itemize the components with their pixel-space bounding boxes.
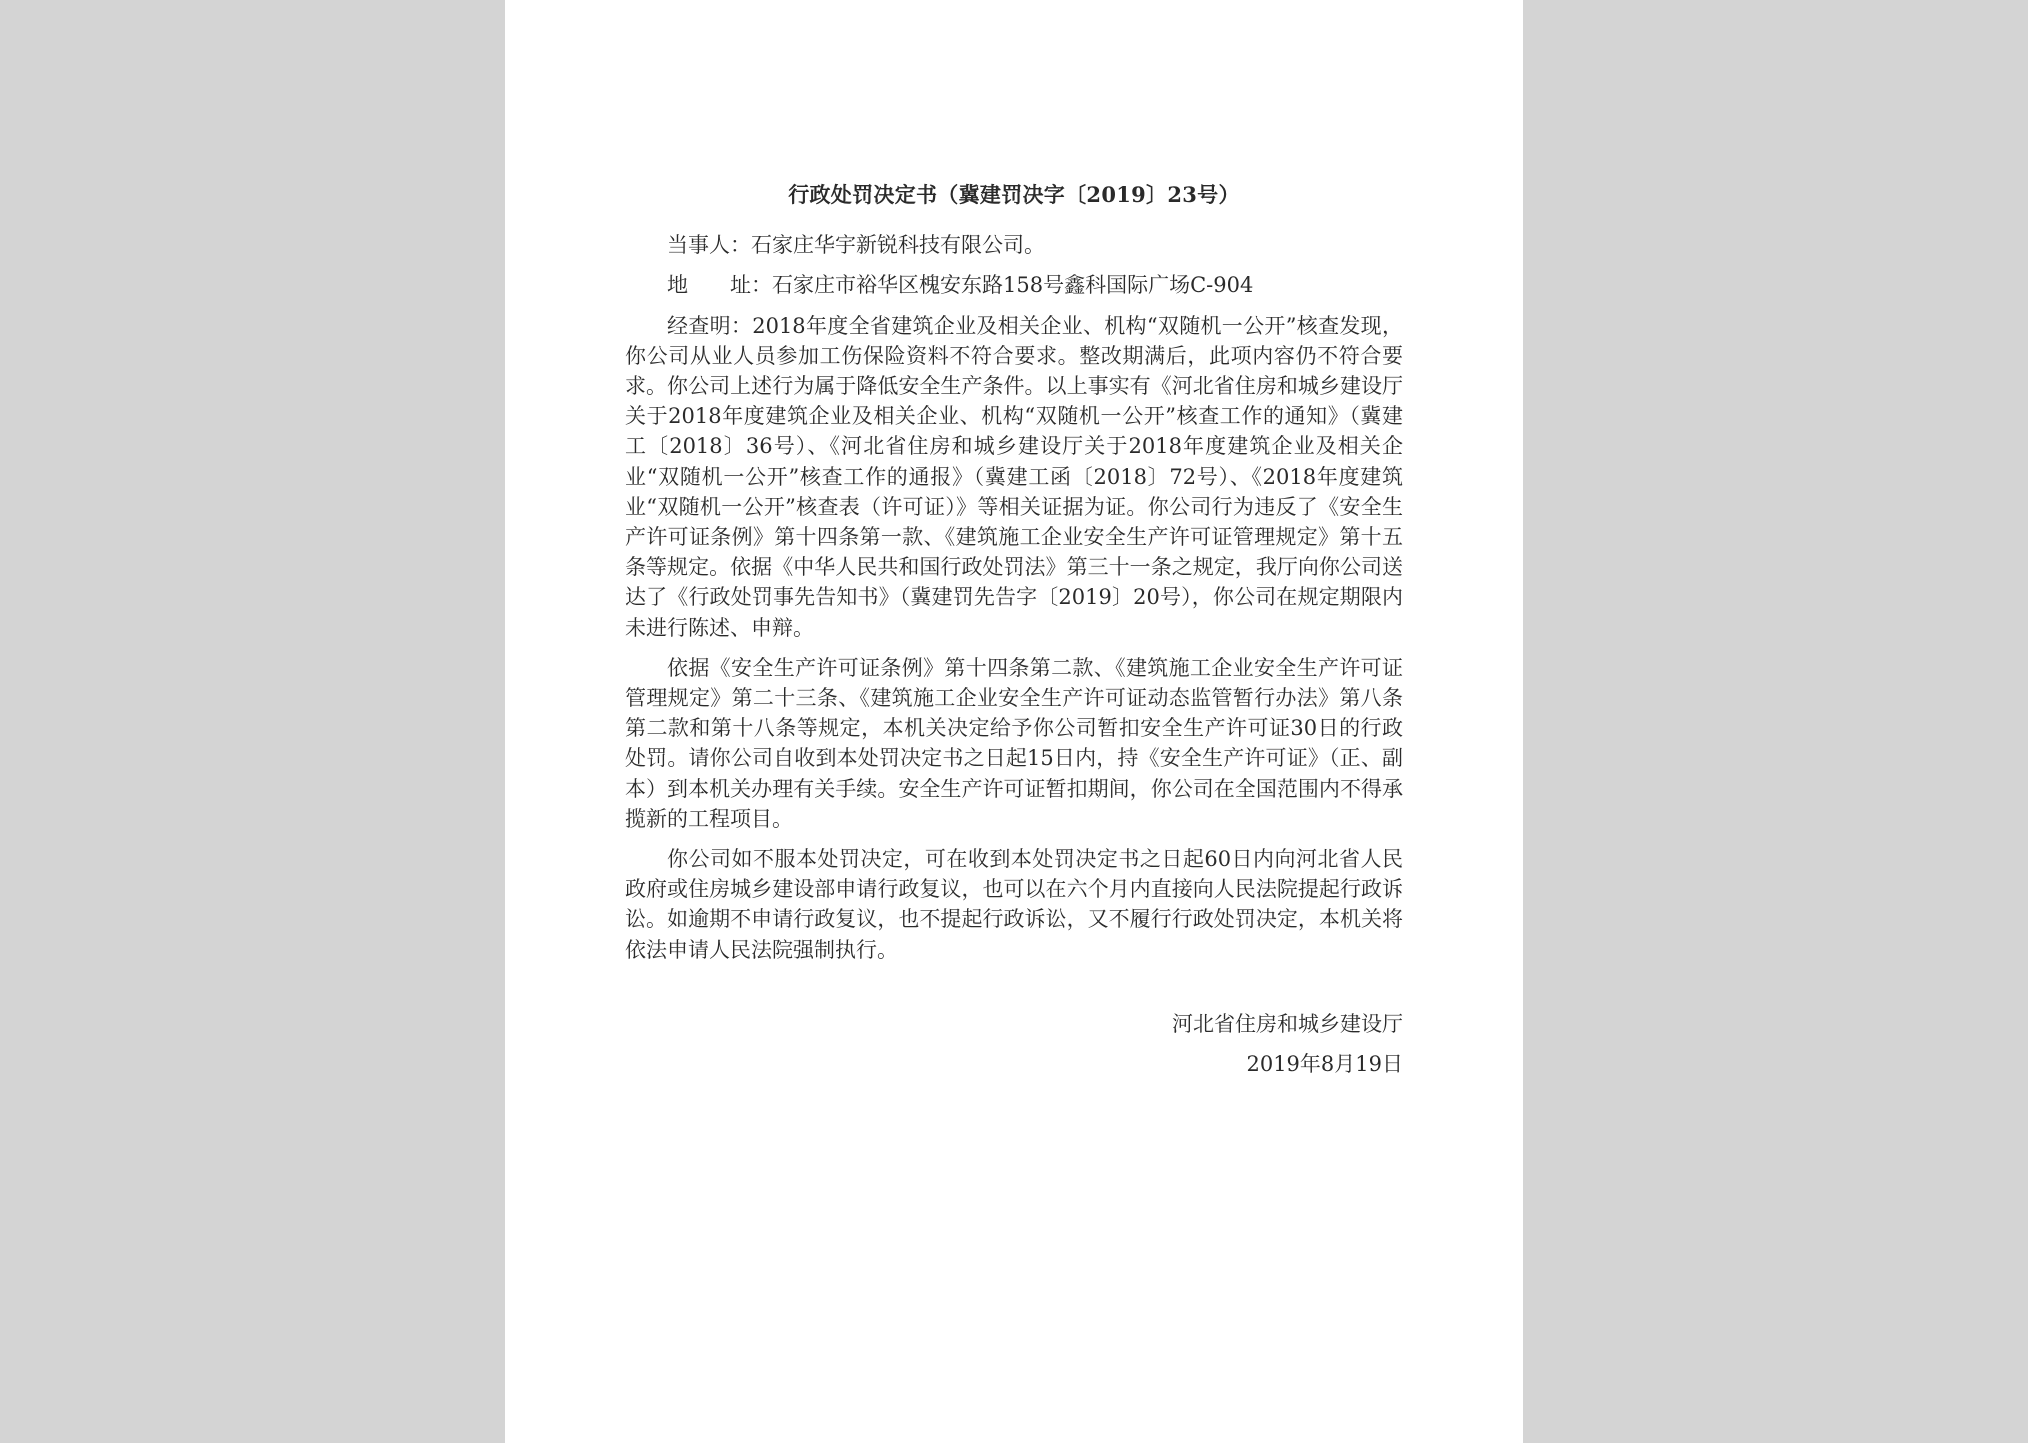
decision-paragraph: 依据《安全生产许可证条例》第十四条第二款、《建筑施工企业安全生产许可证管理规定》第二十三条、《建筑施工企业安全生产许可证动态监管暂行办法》第八条第二款和第十八条等规定，本机关决定给予你公司暂扣安全生产许可证30日的行政处罚。请你公司自收到本处罚决定书之日起15日内，持《安全生产许可证》（正、副本）到本机关办理有关手续。安全生产许可证暂扣期间，你公司在全国范围内不得承揽新的工程项目。	[625, 655, 1403, 831]
document-body	[625, 180, 1403, 1089]
appeal-paragraph: 你公司如不服本处罚决定，可在收到本处罚决定书之日起60日内向河北省人民政府或住房城乡建设部申请行政复议，也可以在六个月内直接向人民法院提起行政诉讼。如逾期不申请行政复议，也不提起行政诉讼，又不履行行政处罚决定，本机关将依法申请人民法院强制执行。	[625, 847, 1403, 962]
party-line: 当事人：石家庄华宇新锐科技有限公司。	[667, 233, 1045, 258]
document-page	[505, 0, 1523, 1443]
signature-block	[625, 1009, 1403, 1079]
document-title: 行政处罚决定书（冀建罚决字〔2019〕23号）	[788, 182, 1240, 207]
issue-date: 2019年8月19日	[1246, 1052, 1403, 1077]
findings-paragraph: 经查明：2018年度全省建筑企业及相关企业、机构“双随机一公开”核查发现，你公司从业人员参加工伤保险资料不符合要求。整改期满后，此项内容仍不符合要求。你公司上述行为属于降低安全生产条件。以上事实有《河北省住房和城乡建设厅关于2018年度建筑企业及相关企业、机构“双随机一公开”核查工作的通知》（冀建工〔2018〕36号）、《河北省住房和城乡建设厅关于2018年度建筑企业及相关企业“双随机一公开”核查工作的通报》（冀建工函〔2018〕72号）、《2018年度建筑业“双随机一公开”核查表（许可证）》等相关证据为证。你公司行为违反了《安全生产许可证条例》第十四条第一款、《建筑施工企业安全生产许可证管理规定》第十五条等规定。依据《中华人民共和国行政处罚法》第三十一条之规定，我厅向你公司送达了《行政处罚事先告知书》（冀建罚先告字〔2019〕20号），你公司在规定期限内未进行陈述、申辩。	[625, 313, 1403, 640]
address-line: 地 址：石家庄市裕华区槐安东路158号鑫科国际广场C-904	[667, 273, 1254, 298]
issuer-name: 河北省住房和城乡建设厅	[1172, 1011, 1403, 1036]
